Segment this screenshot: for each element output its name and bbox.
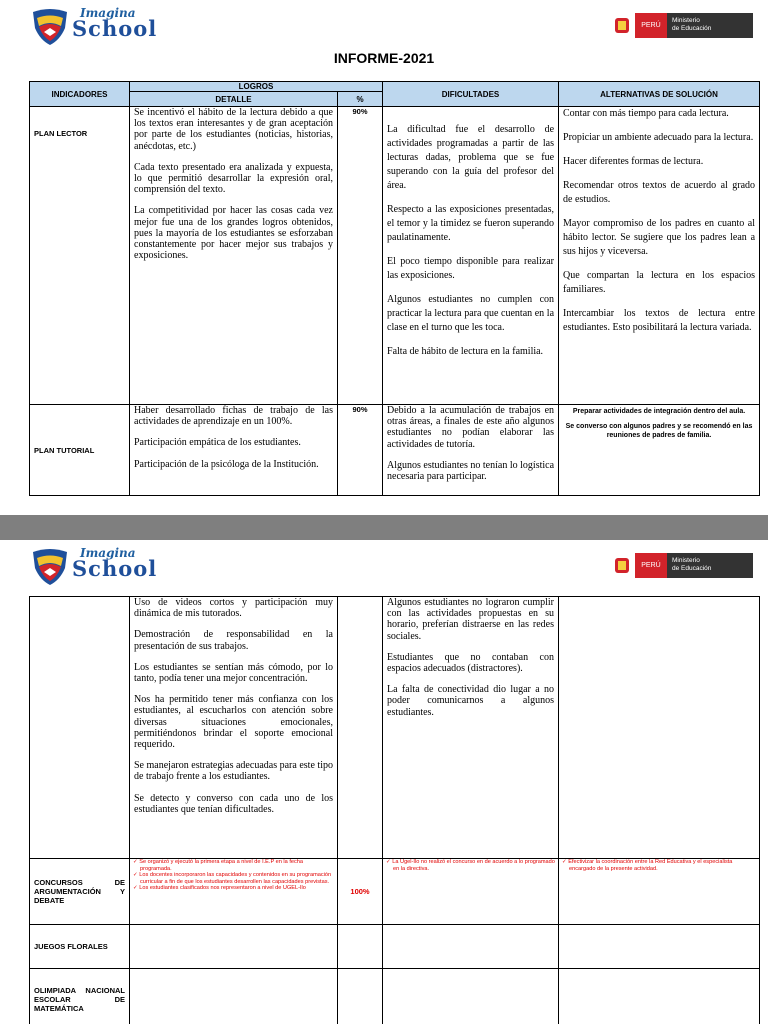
logo-school-text: School <box>72 556 158 581</box>
detalle-plan-lector <box>130 107 338 405</box>
checklist-item-text: Se organizó y ejecutó la primera etapa a nivel de I.E.P en la fecha programada. <box>139 859 304 872</box>
empty-cell <box>559 969 760 1024</box>
detalle-paragraph: Cada texto presentado era analizada y expuesta, lo que permitió desarrollar la expresión oral, comprensión del texto. <box>134 161 333 196</box>
peru-coat-of-arms-icon <box>609 553 635 578</box>
empty-cell <box>383 969 559 1024</box>
ministry-line-2: de Educación <box>672 25 712 32</box>
logo-imagina-text: Imagina <box>80 546 136 560</box>
checklist-item-text: Los estudiantes clasificados nos representaron a nivel de UGEL-Ilo <box>139 885 306 892</box>
ministry-logo <box>609 553 753 578</box>
detalle-paragraph: Uso de videos cortos y participación muy dinámica de mis tutorados. <box>134 597 333 620</box>
alternativas-empty <box>559 597 760 859</box>
alternativas-plan-tutorial <box>559 405 760 496</box>
table-row-plan-tutorial-cont <box>30 597 760 859</box>
table-row-juegos-florales <box>30 925 760 969</box>
detalle-plan-tutorial <box>130 405 338 496</box>
peru-coat-of-arms-icon <box>609 13 635 38</box>
checklist-item-text: Los docentes incorporaron las capacidades y contenidos en su programación curricular a fin de que los estudiantes desarrollen las capacidades previstas. <box>139 872 332 885</box>
empty-cell <box>338 969 383 1024</box>
header-alternativas: ALTERNATIVAS DE SOLUCIÓN <box>559 82 760 107</box>
dificultad-paragraph: Algunos estudiantes no lograron cumplir con las actividades propuestas en su horario, preferían distraerse en las redes sociales. <box>387 597 554 642</box>
percent-plan-tutorial: 90% <box>338 405 383 496</box>
indicator-olimpiada: OLIMPIADA NACIONAL ESCOLAR DE MATEMÁTICA <box>30 969 130 1024</box>
ministry-name <box>667 13 753 38</box>
detalle-paragraph: Participación de la psicóloga de la Institución. <box>134 458 319 470</box>
detalle-paragraph: Nos ha permitido tener más confianza con los estudiantes, al escucharlos con atención sobre diversas situaciones emocionales, permitiéndonos brindar el soporte emocional requerido. <box>134 694 333 751</box>
header-indicadores: INDICADORES <box>30 82 130 107</box>
detalle-paragraph: Los estudiantes se sentían más cómodo, por lo tanto, podía tener una mejor concentración. <box>134 661 333 685</box>
dificultad-paragraph: Respecto a las exposiciones presentadas, el temor y la timidez se fueron superando paulatinamente. <box>387 204 555 243</box>
check-icon: ✓ <box>133 872 140 879</box>
table-row-concursos <box>30 859 760 925</box>
school-shield-icon <box>30 546 70 586</box>
percent-empty <box>338 597 383 859</box>
ministry-line-1: Ministerio <box>672 557 700 564</box>
checklist-item <box>562 859 756 872</box>
dificultad-paragraph: Falta de hábito de lectura en la familia. <box>387 346 544 357</box>
alternativa-paragraph: Contar con más tiempo para cada lectura. <box>563 108 729 119</box>
school-shield-icon <box>30 6 70 46</box>
dificultad-paragraph: Algunos estudiantes no cumplen con practicar la lectura para que cuentan en la clase en el turno que les toca. <box>387 294 555 333</box>
document-page-2 <box>0 540 768 1024</box>
imagina-school-logo <box>30 544 180 588</box>
checklist-item <box>133 872 334 885</box>
logo-imagina-text: Imagina <box>80 6 136 20</box>
dificultad-paragraph: La falta de conectividad dio lugar a no poder comunicarnos a algunos estudiantes. <box>387 684 554 718</box>
alternativa-paragraph: Preparar actividades de integración dentro del aula. <box>572 408 746 415</box>
alternativa-paragraph: Recomendar otros textos de acuerdo al grado de estudios. <box>563 180 756 205</box>
dificultad-paragraph: Debido a la acumulación de trabajos en otras áreas, a finales de este año algunos estudiantes no podían elaborar las actividades de tutoría. <box>387 405 555 450</box>
empty-cell <box>383 925 559 969</box>
alternativas-concursos <box>559 859 760 925</box>
dificultades-plan-tutorial <box>383 405 559 496</box>
detalle-plan-tutorial-cont <box>130 597 338 859</box>
report-title: INFORME-2021 <box>333 50 435 66</box>
detalle-paragraph: Se manejaron estrategias adecuadas para este tipo de trabajo frente a los estudiantes. <box>134 760 333 783</box>
alternativa-paragraph: Intercambiar los textos de lectura entre estudiantes. Esto posibilitará la lectura variada. <box>563 308 756 333</box>
alternativa-paragraph: Hacer diferentes formas de lectura. <box>563 156 704 167</box>
empty-cell <box>559 925 760 969</box>
header-percent: % <box>338 92 383 107</box>
dificultad-paragraph: Algunos estudiantes no tenían lo logística necesaria para participar. <box>387 459 555 483</box>
indicator-juegos-florales: JUEGOS FLORALES <box>30 925 130 969</box>
ministry-name <box>667 553 753 578</box>
table-row-olimpiada <box>30 969 760 1024</box>
indicator-empty <box>30 597 130 859</box>
checklist-item <box>133 859 334 872</box>
dificultades-plan-tutorial-cont <box>383 597 559 859</box>
alternativa-paragraph: Mayor compromiso de los padres en cuanto al hábito lector. Se sugiere que los padres lean a sus hijos y viceversa. <box>563 218 756 257</box>
empty-cell <box>130 969 338 1024</box>
empty-cell <box>338 925 383 969</box>
dificultad-paragraph: El poco tiempo disponible para realizar las exposiciones. <box>387 256 555 281</box>
alternativas-plan-lector <box>559 107 760 405</box>
report-table-page-1 <box>29 81 760 496</box>
dificultad-paragraph: Estudiantes que no contaban con espacios adecuados (distractores). <box>387 651 554 675</box>
imagina-school-logo <box>30 4 180 48</box>
header-logros: LOGROS <box>130 82 383 92</box>
logo-school-text: School <box>72 16 158 41</box>
percent-plan-lector: 90% <box>338 107 383 405</box>
ministry-line-1: Ministerio <box>672 17 700 24</box>
detalle-paragraph: Se incentivó el hábito de la lectura debido a que los textos eran interesantes y de gran aceptación por parte de los estudiantes (noticias, historias, anécdotas, etc.) <box>134 107 333 152</box>
detalle-paragraph: Se detecto y converso con cada uno de los estudiantes que tenían dificultades. <box>134 792 333 815</box>
checklist-item-text: La Ugel-Ilo no realizó el concurso en de acuerdo a lo programado en la directiva. <box>392 859 555 872</box>
ministry-line-2: de Educación <box>672 565 712 572</box>
dificultad-paragraph: La dificultad fue el desarrollo de actividades programadas a partir de las lecturas dadas, problema que se fue superando con la guía del profesor del área. <box>387 124 555 191</box>
check-icon: ✓ <box>562 859 569 865</box>
detalle-paragraph: Participación empática de los estudiantes. <box>134 437 301 449</box>
detalle-paragraph: Haber desarrollado fichas de trabajo de las actividades de aprendizaje en un 100%. <box>134 405 333 428</box>
checklist-item <box>133 885 334 892</box>
header-dificultades: DIFICULTADES <box>383 82 559 107</box>
check-icon: ✓ <box>386 859 393 865</box>
alternativa-paragraph: Propiciar un ambiente adecuado para la lectura. <box>563 132 754 143</box>
empty-cell <box>130 925 338 969</box>
check-icon: ✓ <box>133 885 140 892</box>
percent-concursos: 100% <box>338 859 383 925</box>
dificultades-plan-lector <box>383 107 559 405</box>
ministry-logo <box>609 13 753 38</box>
alternativa-paragraph: Se converso con algunos padres y se recomendó en las reuniones de padres de familia. <box>565 423 753 439</box>
check-icon: ✓ <box>133 859 140 865</box>
detalle-paragraph: La competitividad por hacer las cosas cada vez mejor fue una de los grandes logros obtenidos, pues la mayoría de los estudiantes se esforzaban constantemente por hacer mejor sus trabajos y exposiciones. <box>134 205 333 262</box>
detalle-paragraph: Demostración de responsabilidad en la presentación de sus trabajos. <box>134 629 333 652</box>
checklist-item <box>386 859 555 872</box>
indicator-concursos: CONCURSOS DE ARGUMENTACIÓN Y DEBATE <box>30 859 130 925</box>
table-row-plan-lector <box>30 107 760 405</box>
peru-label: PERÚ <box>635 13 667 38</box>
detalle-concursos <box>130 859 338 925</box>
indicator-plan-tutorial: PLAN TUTORIAL <box>30 405 130 496</box>
table-row-plan-tutorial <box>30 405 760 496</box>
indicator-plan-lector: PLAN LECTOR <box>30 107 130 405</box>
alternativa-paragraph: Que compartan la lectura en los espacios familiares. <box>563 270 756 295</box>
report-table-page-2 <box>29 596 760 1024</box>
dificultades-concursos <box>383 859 559 925</box>
peru-label: PERÚ <box>635 553 667 578</box>
checklist-item-text: Efectivizar la coordinación entre la Red Educativa y el especialista encargado de la presente actividad. <box>568 859 733 872</box>
header-detalle: DETALLE <box>130 92 338 107</box>
